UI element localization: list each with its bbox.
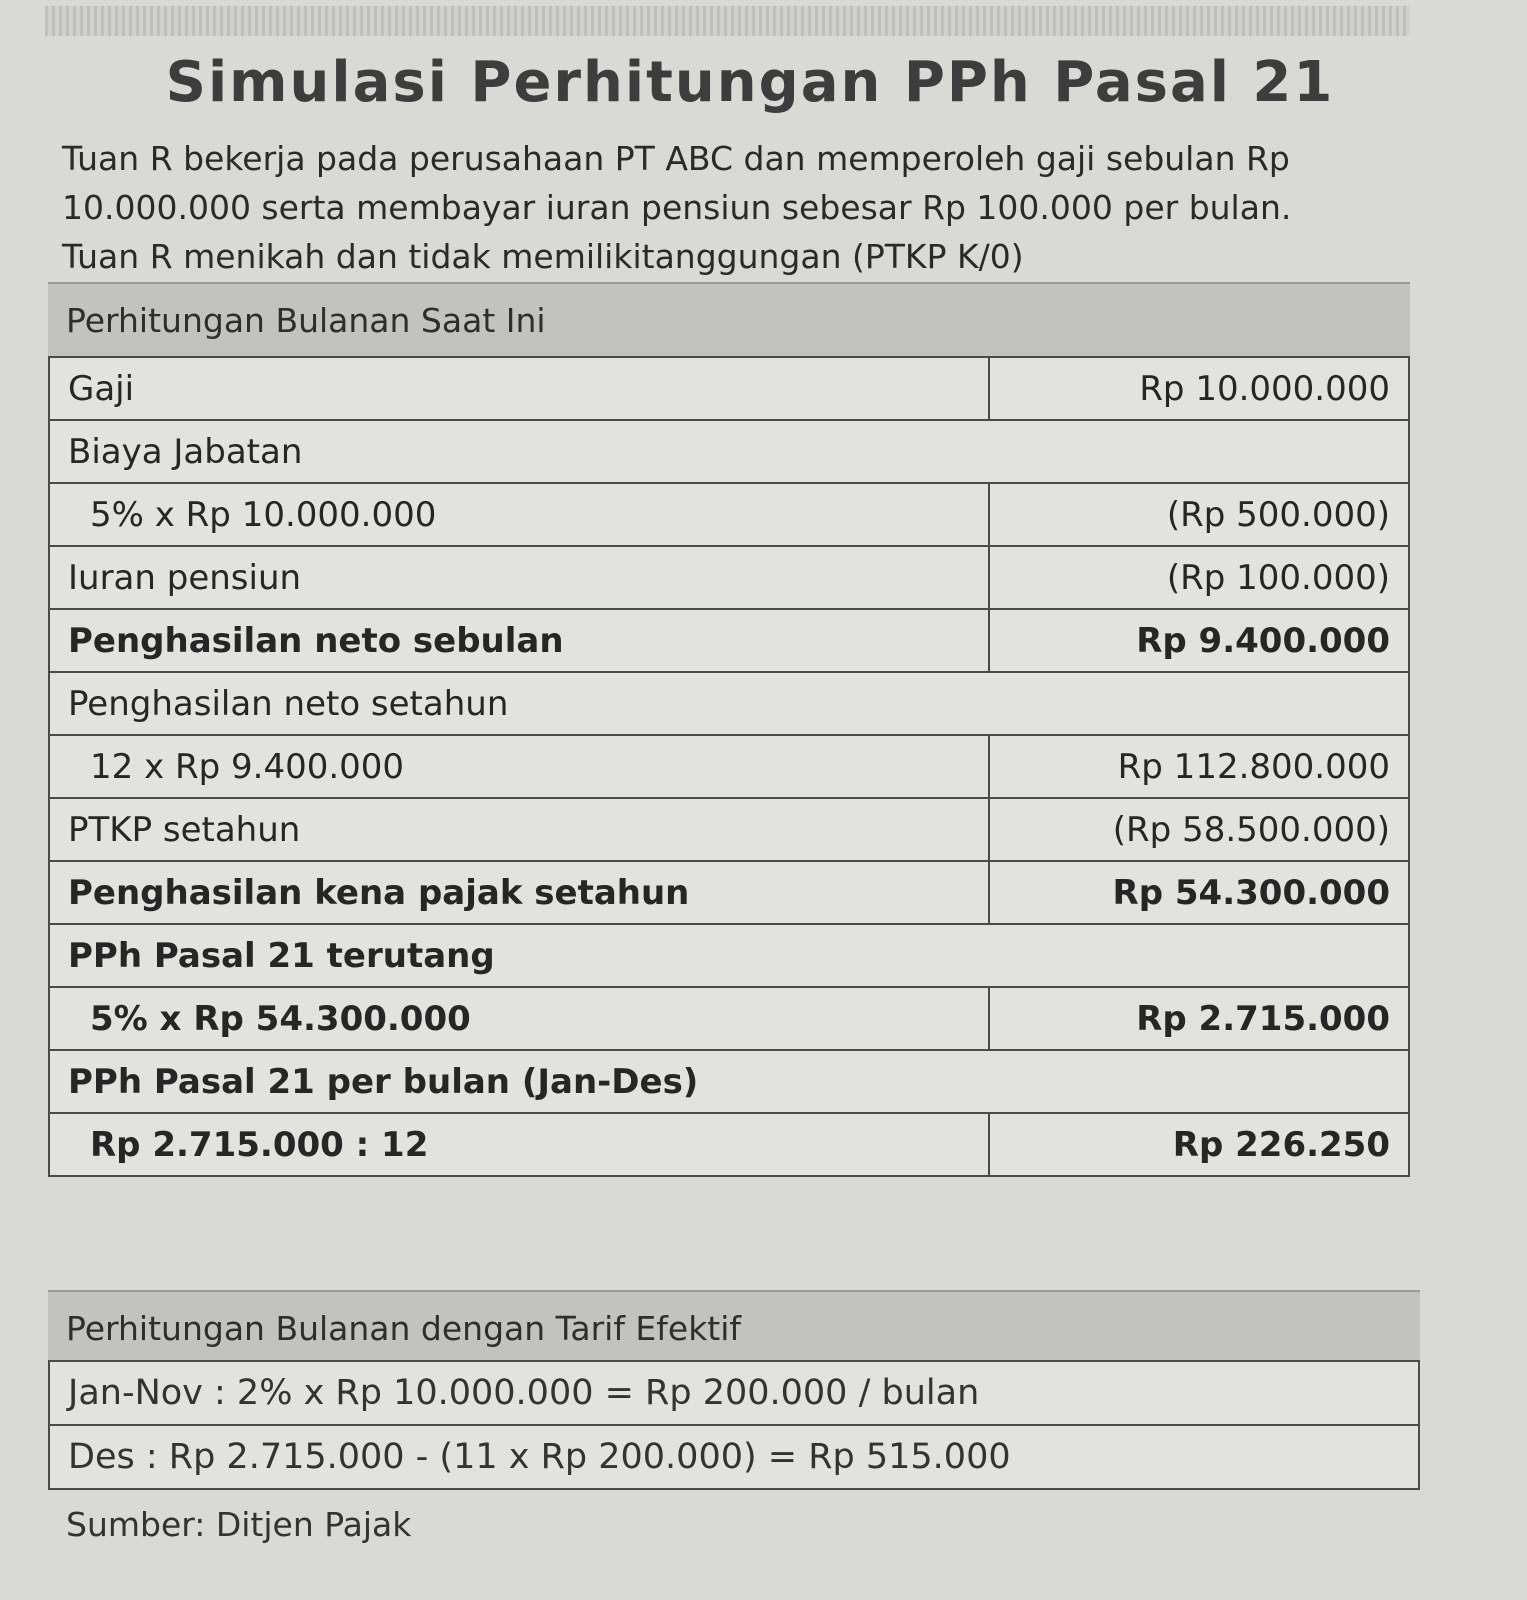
row-label: PPh Pasal 21 terutang	[49, 924, 1409, 987]
table-row	[49, 546, 1409, 609]
table-row	[49, 672, 1409, 735]
row-label: Penghasilan neto setahun	[49, 672, 1409, 735]
row-label: Biaya Jabatan	[49, 420, 1409, 483]
effective-rate-table	[48, 1360, 1420, 1490]
table-row	[49, 357, 1409, 420]
table-row	[49, 483, 1409, 546]
table-row	[49, 420, 1409, 483]
row-label: 12 x Rp 9.400.000	[49, 735, 989, 798]
table-row	[49, 798, 1409, 861]
table-row	[49, 987, 1409, 1050]
row-value: Rp 112.800.000	[989, 735, 1409, 798]
row-label: 5% x Rp 10.000.000	[49, 483, 989, 546]
row-value: (Rp 500.000)	[989, 483, 1409, 546]
intro-line: 10.000.000 serta membayar iuran pensiun sebesar Rp 100.000 per bulan.	[62, 188, 1292, 227]
monthly-section-header: Perhitungan Bulanan Saat Ini	[48, 282, 1410, 356]
row-label: Gaji	[49, 357, 989, 420]
row-label: 5% x Rp 54.300.000	[49, 987, 989, 1050]
row-value: (Rp 58.500.000)	[989, 798, 1409, 861]
monthly-calculation-table	[48, 356, 1410, 1177]
intro-line: Tuan R bekerja pada perusahaan PT ABC dan memperoleh gaji sebulan Rp	[62, 139, 1290, 178]
table-row	[49, 735, 1409, 798]
row-label: Rp 2.715.000 : 12	[49, 1113, 989, 1176]
intro-paragraph	[62, 134, 1402, 281]
page-title: Simulasi Perhitungan PPh Pasal 21	[165, 50, 1335, 115]
row-label: Penghasilan neto sebulan	[49, 609, 989, 672]
row-label: Iuran pensiun	[49, 546, 989, 609]
intro-line: Tuan R menikah dan tidak memilikitanggungan (PTKP K/0)	[62, 237, 1024, 276]
table-row	[49, 1113, 1409, 1176]
effective-section-header: Perhitungan Bulanan dengan Tarif Efektif	[48, 1290, 1420, 1364]
table-row	[49, 861, 1409, 924]
table-row	[49, 924, 1409, 987]
row-value: Rp 9.400.000	[989, 609, 1409, 672]
row-value: Rp 226.250	[989, 1113, 1409, 1176]
row-value: Rp 54.300.000	[989, 861, 1409, 924]
effective-row: Des : Rp 2.715.000 - (11 x Rp 200.000) = Rp 515.000	[49, 1425, 1419, 1489]
row-value: Rp 2.715.000	[989, 987, 1409, 1050]
row-label: Penghasilan kena pajak setahun	[49, 861, 989, 924]
source-note: Sumber: Ditjen Pajak	[66, 1505, 412, 1544]
top-rule	[45, 6, 1410, 36]
row-label: PPh Pasal 21 per bulan (Jan-Des)	[49, 1050, 1409, 1113]
effective-row: Jan-Nov : 2% x Rp 10.000.000 = Rp 200.000 / bulan	[49, 1361, 1419, 1425]
row-value: Rp 10.000.000	[989, 357, 1409, 420]
table-row	[49, 1425, 1419, 1489]
table-row	[49, 1050, 1409, 1113]
row-label: PTKP setahun	[49, 798, 989, 861]
table-row	[49, 609, 1409, 672]
table-row	[49, 1361, 1419, 1425]
row-value: (Rp 100.000)	[989, 546, 1409, 609]
